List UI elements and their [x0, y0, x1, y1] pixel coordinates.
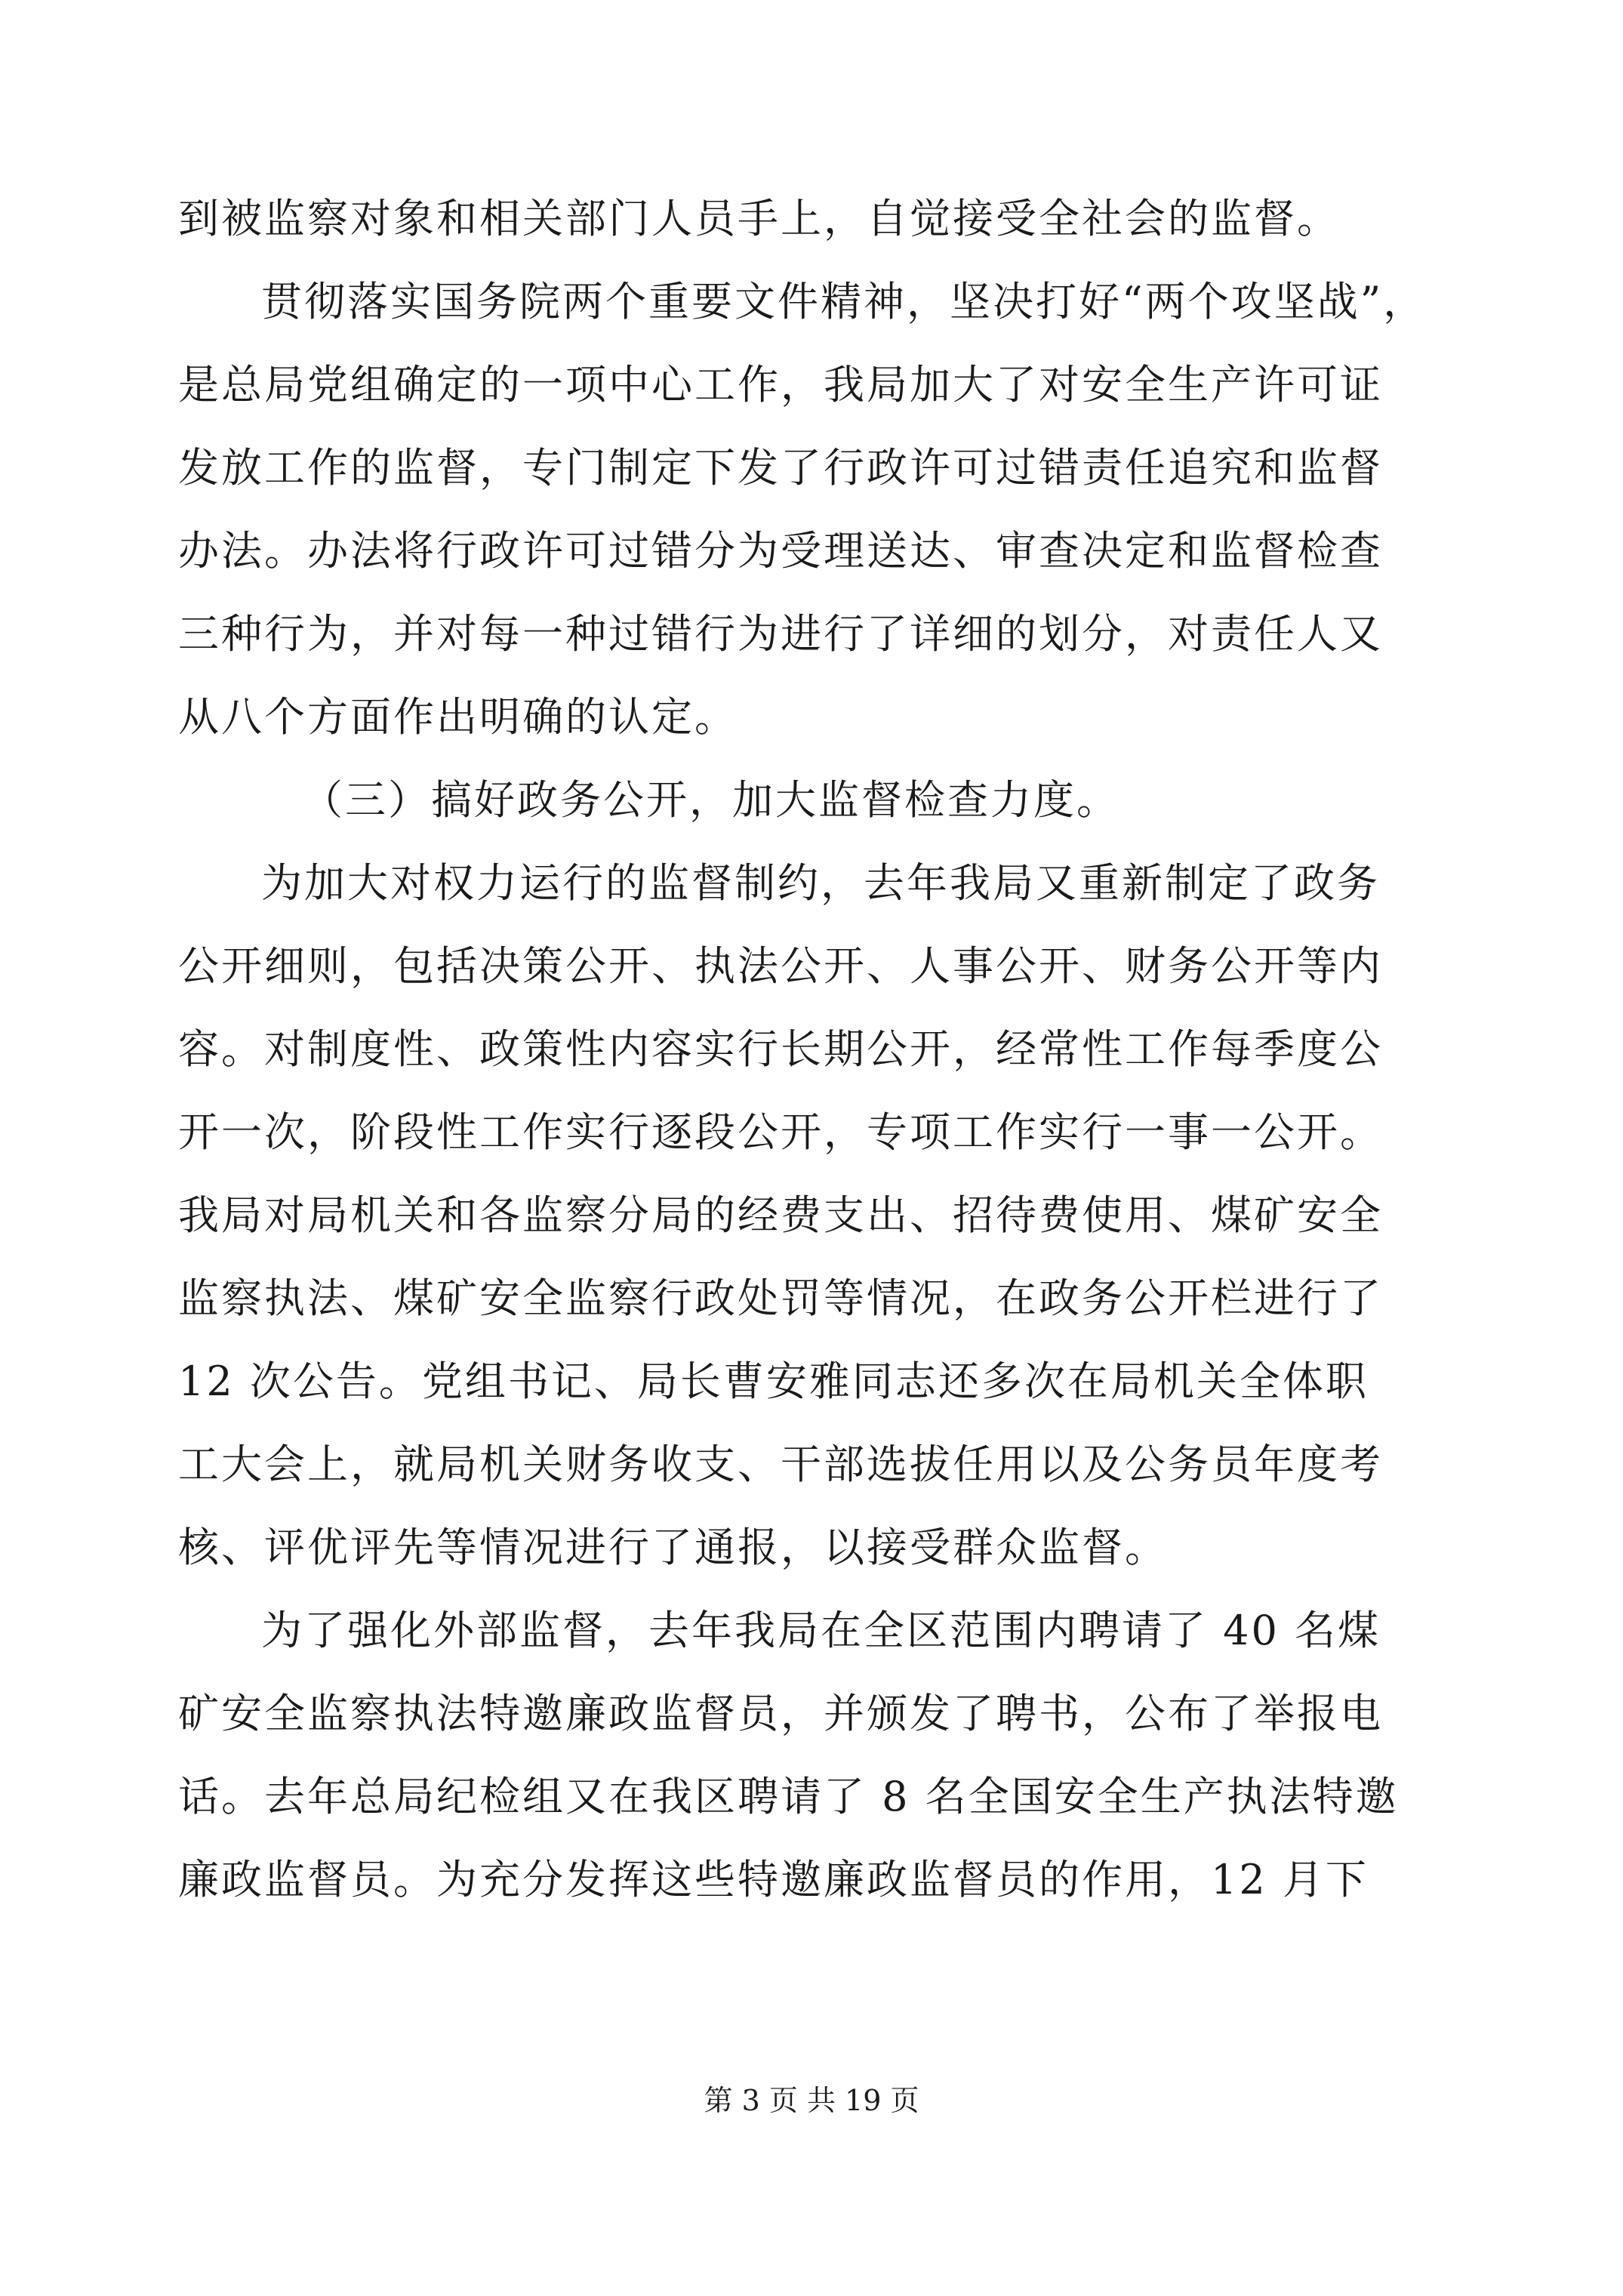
body-line: 三种行为，并对每一种过错行为进行了详细的划分，对责任人又	[178, 610, 1383, 658]
body-line: 发放工作的监督，专门制定下发了行政许可过错责任追究和监督	[178, 444, 1383, 492]
body-line: 从八个方面作出明确的认定。	[178, 693, 738, 741]
body-line: 核、评优评先等情况进行了通报，以接受群众监督。	[178, 1524, 1168, 1571]
body-line: 为了强化外部监督，去年我局在全区范围内聘请了 40 名煤	[261, 1607, 1381, 1654]
section-heading: （三）搞好政务公开，加大监督检查力度。	[302, 776, 1119, 824]
body-line: 我局对局机关和各监察分局的经费支出、招待费使用、煤矿安全	[178, 1191, 1383, 1239]
body-line: 监察执法、煤矿安全监察行政处罚等情况，在政务公开栏进行了	[178, 1274, 1383, 1322]
page-number-footer: 第 3 页 共 19 页	[704, 2084, 919, 2117]
body-line: 工大会上，就局机关财务收支、干部选拔任用以及公务员年度考	[178, 1441, 1383, 1488]
body-line: 公开细则，包括决策公开、执法公开、人事公开、财务公开等内	[178, 942, 1383, 990]
body-line: 贯彻落实国务院两个重要文件精神，坚决打好“两个攻坚战”，	[261, 278, 1427, 325]
body-line: 矿安全监察执法特邀廉政监督员，并颁发了聘书，公布了举报电	[178, 1690, 1383, 1737]
body-line: 到被监察对象和相关部门人员手上，自觉接受全社会的监督。	[178, 195, 1340, 242]
body-line: 容。对制度性、政策性内容实行长期公开，经常性工作每季度公	[178, 1025, 1383, 1073]
body-line: 为加大对权力运行的监督制约，去年我局又重新制定了政务	[261, 859, 1380, 907]
body-line: 12 次公告。党组书记、局长曹安雅同志还多次在局机关全体职	[178, 1358, 1369, 1405]
body-line: 办法。办法将行政许可过错分为受理送达、审查决定和监督检查	[178, 527, 1383, 575]
body-line: 是总局党组确定的一项中心工作，我局加大了对安全生产许可证	[178, 361, 1383, 408]
body-line: 话。去年总局纪检组又在我区聘请了 8 名全国安全生产执法特邀	[178, 1773, 1399, 1820]
body-line: 开一次，阶段性工作实行逐段公开，专项工作实行一事一公开。	[178, 1108, 1383, 1156]
body-line: 廉政监督员。为充分发挥这些特邀廉政监督员的作用，12 月下	[178, 1856, 1369, 1903]
